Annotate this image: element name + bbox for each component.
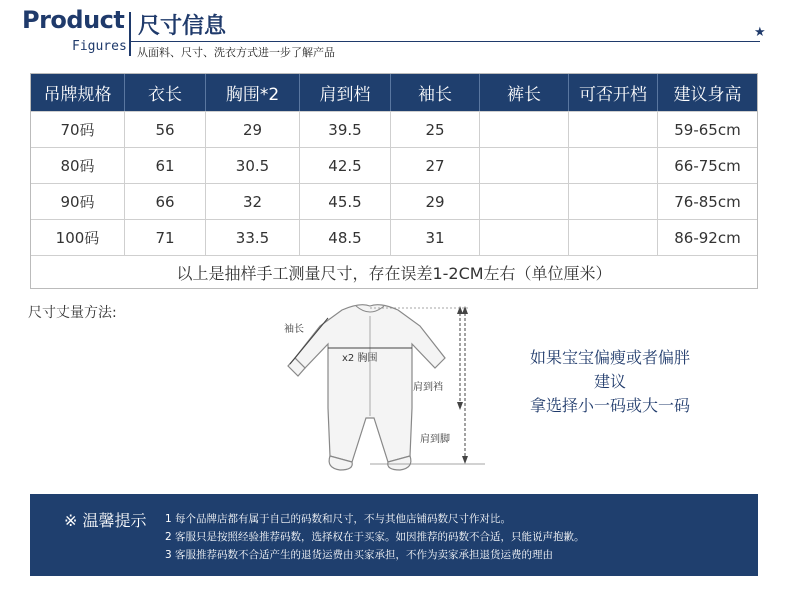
table-cell: 39.5 <box>300 112 391 147</box>
column-header: 衣长 <box>125 74 206 111</box>
column-header: 吊牌规格 <box>31 74 125 111</box>
advice-line: 如果宝宝偏瘦或者偏胖 <box>529 348 690 367</box>
column-header: 袖长 <box>391 74 480 111</box>
header-rule <box>130 41 760 42</box>
table-cell: 42.5 <box>300 148 391 183</box>
table-cell: 56 <box>125 112 206 147</box>
page-title: 尺寸信息 <box>138 14 227 39</box>
table-row <box>31 183 757 219</box>
tips-panel <box>30 494 758 576</box>
table-cell: 29 <box>206 112 300 147</box>
table-row <box>31 147 757 183</box>
chest-label: x2 胸围 <box>342 353 378 364</box>
size-table <box>30 73 758 289</box>
table-cell: 29 <box>391 184 480 219</box>
column-header: 胸围*2 <box>206 74 300 111</box>
table-cell <box>569 184 658 219</box>
tip-item: 2 客服只是按照经验推荐码数，选择权在于买家。如因推荐的码数不合适，只能说声抱歉。 <box>165 531 585 543</box>
table-cell <box>480 148 569 183</box>
table-note: 以上是抽样手工测量尺寸，存在误差1-2CM左右（单位厘米） <box>31 255 757 289</box>
table-row <box>31 111 757 147</box>
column-header: 建议身高 <box>673 85 742 105</box>
brand-figures-text: Figures <box>72 39 127 54</box>
table-cell: 33.5 <box>206 220 300 255</box>
table-cell <box>480 112 569 147</box>
star-icon: ★ <box>754 25 766 40</box>
size-advice <box>505 346 715 418</box>
table-cell: 90码 <box>31 184 125 219</box>
table-cell: 100码 <box>31 220 125 255</box>
brand-product-text: Product <box>22 6 125 34</box>
advice-line: 建议 <box>593 372 626 391</box>
table-cell <box>480 220 569 255</box>
table-cell: 30.5 <box>206 148 300 183</box>
table-cell <box>569 148 658 183</box>
table-cell <box>569 220 658 255</box>
table-header <box>31 74 757 111</box>
table-cell: 61 <box>125 148 206 183</box>
sleeve-length-label: 袖长 <box>284 324 304 335</box>
table-row <box>31 219 757 255</box>
measure-method-label: 尺寸丈量方法: <box>28 305 117 321</box>
table-cell: 66 <box>125 184 206 219</box>
table-cell: 76-85cm <box>674 192 741 211</box>
table-cell: 66-75cm <box>674 156 741 175</box>
column-header: 肩到档 <box>300 74 391 111</box>
column-header: 可否开档 <box>569 74 658 111</box>
tips-list <box>165 510 585 564</box>
table-cell: 80码 <box>31 148 125 183</box>
page-subtitle: 从面料、尺寸、洗衣方式进一步了解产品 <box>137 46 335 59</box>
table-cell: 45.5 <box>300 184 391 219</box>
tip-item: 3 客服推荐码数不合适产生的退货运费由买家承担，不作为卖家承担退货运费的理由 <box>165 549 554 561</box>
tip-item: 1 每个品牌店都有属于自己的码数和尺寸，不与其他店铺码数尺寸作对比。 <box>165 513 512 525</box>
shoulder-foot-label: 肩到脚 <box>420 434 450 445</box>
tips-title: ※ 温馨提示 <box>64 511 147 530</box>
advice-line: 拿选择小一码或大一码 <box>529 396 690 415</box>
table-cell: 25 <box>391 112 480 147</box>
column-header: 裤长 <box>480 74 569 111</box>
table-cell: 31 <box>391 220 480 255</box>
header-divider <box>129 12 131 56</box>
table-cell: 70码 <box>31 112 125 147</box>
table-cell: 86-92cm <box>674 228 741 247</box>
table-cell <box>569 112 658 147</box>
table-cell: 27 <box>391 148 480 183</box>
table-cell: 59-65cm <box>674 120 741 139</box>
table-cell: 48.5 <box>300 220 391 255</box>
table-cell <box>480 184 569 219</box>
shoulder-crotch-label: 肩到裆 <box>413 382 443 393</box>
romper-measure-diagram <box>270 296 500 476</box>
table-cell: 32 <box>206 184 300 219</box>
table-cell: 71 <box>125 220 206 255</box>
